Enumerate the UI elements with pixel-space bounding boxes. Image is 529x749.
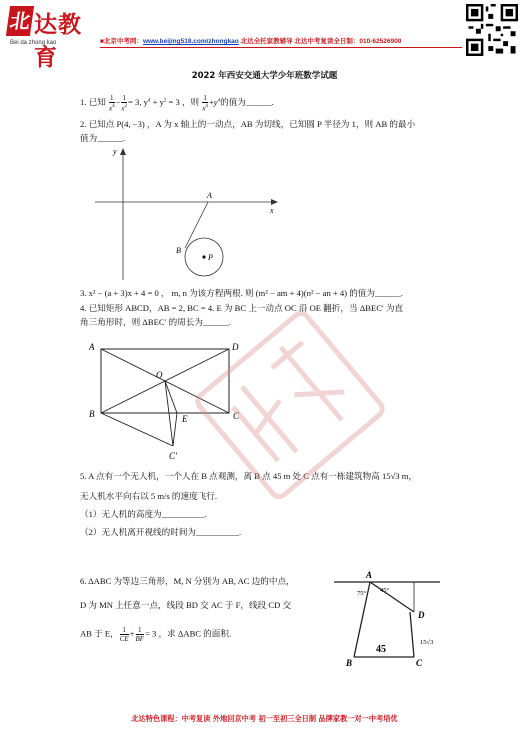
label-b: B [89, 409, 95, 419]
question-3: 3. x² − (a + 3)x + 4 = 0 ， m, n 为该方程两根. 则 (m² − am + 4)(n² − an + 4) 的值为______. [80, 288, 403, 298]
building-cd [410, 612, 414, 657]
question-4-line-1: 4. 已知矩形 ABCD，AB = 2, BC = 4. E 为 BC 上一动点 OC 沿 OE 翻折，当 ΔBEC′ 为直 [80, 303, 404, 313]
question-6-line-3: AB 于 E， $\frac{1}{CE}$ + $\frac{1}{BF}$ = 3 ，求 ΔABC 的面积. [80, 626, 232, 643]
figure-drone [328, 568, 448, 668]
q1-mid2: + y [150, 97, 164, 108]
label-c-prime: C′ [169, 451, 177, 461]
q6-frac-ce: $\frac{1}{CE}$ [119, 626, 129, 643]
label-b: B [346, 658, 353, 668]
question-6-line-1: 6. ΔABC 为等边三角形，M, N 分别为 AB, AC 边的中点， [80, 576, 295, 586]
label-d: D [232, 342, 239, 352]
x-axis-arrow [271, 199, 278, 205]
label-c: C [416, 658, 423, 668]
label-x: x [270, 206, 274, 215]
footer-courses: 北达特色课程：中考复读 外地回京中考 初一至初三全日制 品牌家教一对一中考培优 [131, 714, 398, 723]
label-d: D [418, 610, 425, 620]
q1-frac-3: $\frac{1}{x^4}$ [202, 94, 208, 113]
question-5-line-1: 5. A 点有一个无人机，一个人在 B 点观测，离 B 点 45 m 处 C 点有一栋建筑物高 15√3 m， [80, 471, 418, 481]
label-a: A [366, 570, 373, 580]
question-5-sub-2: （2）无人机离开视线的时间为__________. [80, 527, 242, 537]
page-title: 2022 年西安交通大学少年班数学试题 [191, 71, 338, 81]
label-o: O [156, 370, 163, 380]
point-p [202, 255, 205, 258]
label-height: 15√3 [420, 639, 434, 646]
question-5-sub-1: （1）无人机的高度为__________. [80, 509, 207, 519]
qr-code-icon [466, 4, 518, 56]
q1-pre: 1. 已知 [80, 97, 106, 108]
question-1: 1. 已知 $\frac{1}{x^4}$ − $\frac{1}{x^2}$ = 3, $y^4 + y^2 = 3$ ，则 $\frac{1}{x^4}$ $+y^4$的值为______. [80, 94, 274, 113]
question-4-line-2: 角三角形时，则 ΔBEC′ 的周长为______. [80, 317, 231, 327]
label-c: C [233, 411, 240, 421]
question-5-line-2: 无人机水平向右以 5 m/s 的速度飞行. [80, 491, 218, 501]
label-distance: 45 [376, 644, 386, 655]
header-suffix: 北达全托家教辅导 北达中考复读全日制：010-62526900 [238, 38, 402, 45]
label-e: E [182, 414, 188, 424]
q1-mid3: = 3 ，则 [166, 97, 200, 108]
label-a: A [207, 191, 212, 200]
q1-mid1: = 3, y [128, 97, 148, 108]
header-prefix: ■北京中考网： [100, 38, 143, 45]
q6-frac-bf: $\frac{1}{BF}$ [135, 626, 145, 643]
question-6-line-2: D 为 MN 上任意一点，线段 BD 交 AC 于 F，线段 CD 交 [80, 600, 292, 610]
figure-rectangle-fold [85, 338, 250, 464]
question-2-line-1: 2. 已知点 P(4, −3) ，A 为 x 轴上的一动点，AB 为切线，已知圆 P 半径为 1，则 AB 的最小 [80, 119, 416, 129]
q6-line3-post: = 3 ，求 ΔABC 的面积. [145, 628, 232, 639]
label-angle-75: 75° [357, 590, 367, 597]
y-axis-arrow [120, 148, 126, 155]
label-a: A [89, 342, 95, 352]
q6-line3-pre: AB 于 E， [80, 628, 119, 639]
sightline-ad [370, 582, 414, 612]
q1-frac-2: $\frac{1}{x^2}$ [121, 94, 128, 113]
logo-text: 达教育 [34, 11, 82, 71]
label-p: P [208, 253, 213, 262]
logo-pinyin: Bei da zhong kao [10, 40, 57, 46]
logo [8, 6, 96, 71]
label-angle-45: 45° [380, 587, 390, 594]
q1-post: 的值为______. [220, 97, 274, 108]
tangent-ab [185, 202, 208, 248]
label-y: y [113, 147, 117, 156]
logo-mark: 北 [6, 6, 34, 36]
header-url-link[interactable]: www.beijing518.com/zhongkao [142, 38, 239, 45]
segment-bc-prime [101, 413, 173, 446]
question-2-line-2: 值为______. [80, 133, 126, 143]
q1-frac-1: $\frac{1}{x^4}$ [108, 94, 115, 113]
segment-ec-prime [173, 413, 177, 446]
figure-coordinate-plane [90, 145, 290, 285]
label-b: B [176, 246, 181, 255]
header-line [100, 36, 401, 45]
header-rule [100, 47, 462, 48]
